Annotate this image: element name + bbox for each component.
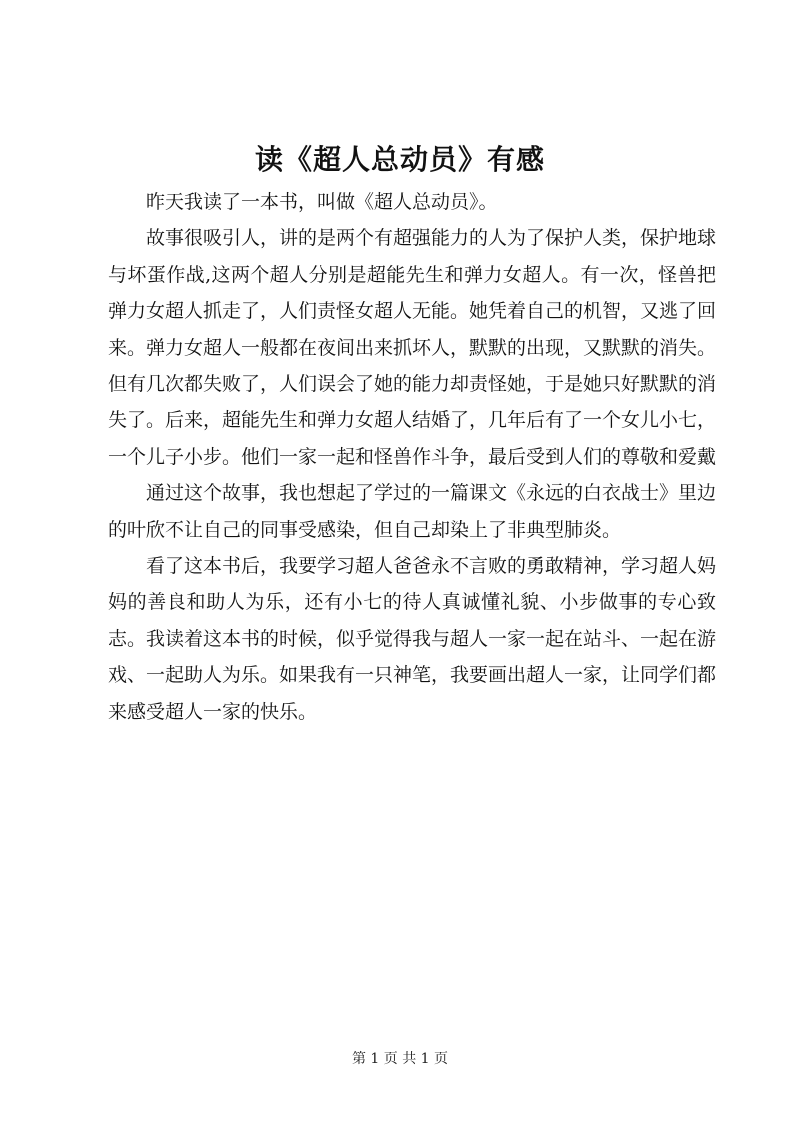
document-title: 读《超人总动员》有感 (254, 143, 545, 176)
paragraph-conclusion: 看了这本书后，我要学习超人爸爸永不言败的勇敢精神，学习超人妈妈的善良和助人为乐，还有小七的待人真诚懂礼貌、小步做事的专心致志。我读着这本书的时候，似乎觉得我与超人一家一起在站斗、一起在游戏、一起助人为乐。如果我有一只神笔，我要画出超人一家，让同学们都来感受超人一家的快乐。 (108, 555, 717, 723)
paragraph-intro: 昨天我读了一本书，叫做《超人总动员》。 (146, 191, 498, 213)
paragraph-reflection: 通过这个故事，我也想起了学过的一篇课文《永远的白衣战士》里边的叶欣不让自己的同事受感染，但自己却染上了非典型肺炎。 (108, 482, 717, 541)
paragraph-story: 故事很吸引人，讲的是两个有超强能力的人为了保护人类，保护地球与坏蛋作战,这两个超人分别是超能先生和弹力女超人。有一次，怪兽把弹力女超人抓走了，人们责怪女超人无能。她凭着自己的机智，又逃了回来。弹力女超人一般都在夜间出来抓坏人，默默的出现，又默默的消失。但有几次都失败了，人们误会了她的能力却责怪她，于是她只好默默的消失了。后来，超能先生和弹力女超人结婚了，几年后有了一个女儿小七，一个儿子小步。他们一家一起和怪兽作斗争，最后受到人们的尊敬和爱戴 (108, 227, 717, 468)
page-number-footer: 第 1 页 共 1 页 (351, 1051, 449, 1067)
document-body (108, 184, 716, 730)
